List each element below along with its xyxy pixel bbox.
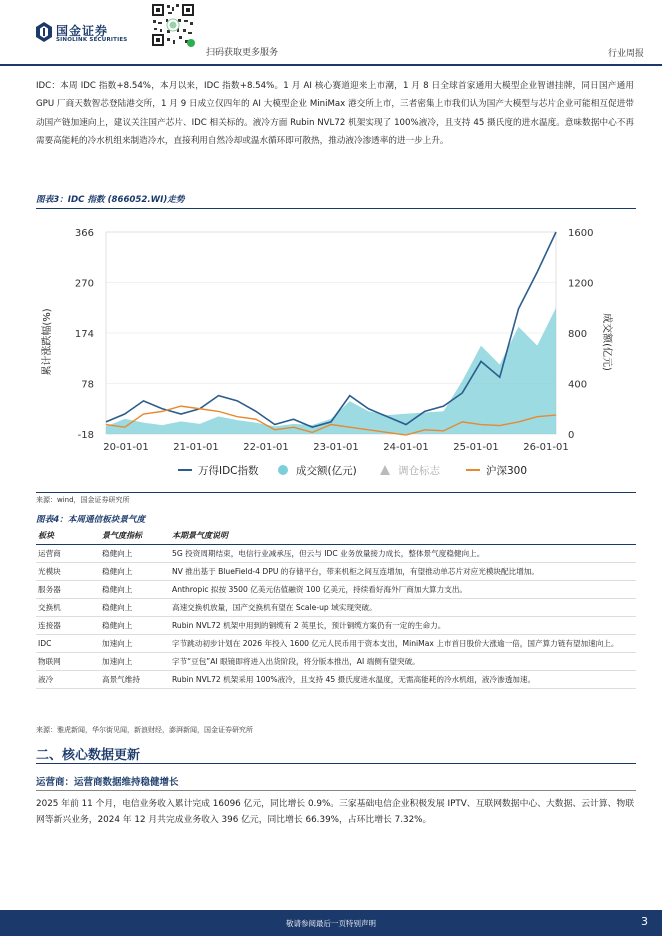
scan-prompt: 扫码获取更多服务 bbox=[206, 48, 279, 58]
y-tick-label: -18 bbox=[77, 430, 94, 441]
cell-level: 加速向上 bbox=[100, 652, 170, 670]
figure3-rule bbox=[36, 208, 636, 209]
idc-index-chart bbox=[36, 222, 636, 492]
volume-area bbox=[106, 308, 556, 434]
y2-tick-label: 0 bbox=[568, 430, 575, 441]
page-header bbox=[0, 0, 662, 70]
legend-label: 万得IDC指数 bbox=[198, 465, 259, 477]
cell-desc: 高速交换机放量，国产交换机有望在 Scale-up 域实现突破。 bbox=[170, 598, 636, 616]
cell-desc: Rubin NVL72 机架中用到的铜缆有 2 英里长，预计铜缆方案仍有一定的生命力。 bbox=[170, 616, 636, 634]
col-header-sector: 板块 bbox=[36, 527, 100, 544]
table-row bbox=[36, 580, 636, 598]
legend-label: 沪深300 bbox=[486, 465, 528, 477]
operator-paragraph: 2025 年前 11 个月，电信业务收入累计完成 16096 亿元，同比增长 0.9%。三家基础电信企业积极发展 IPTV、互联网数据中心、大数据、云计算、物联网等新兴业务，2024 年 12 月共完成业务收入 396 亿元，同比增长 66.39%，占环比增长 7.32%。 bbox=[36, 799, 634, 825]
table-row bbox=[36, 670, 636, 688]
cell-sector: 物联网 bbox=[36, 652, 100, 670]
y-tick-label: 366 bbox=[74, 228, 94, 239]
cell-sector: 连接器 bbox=[36, 616, 100, 634]
page-footer bbox=[0, 910, 662, 936]
x-tick-label: 22-01-01 bbox=[243, 442, 289, 453]
cell-sector: 运营商 bbox=[36, 544, 100, 562]
logo-name-cn: 国金证券 bbox=[56, 24, 109, 38]
chart-legend bbox=[178, 464, 527, 477]
y2-tick-label: 400 bbox=[568, 379, 588, 391]
idc-paragraph: IDC：本周 IDC 指数+8.54%，本月以来，IDC 指数+8.54%。1 月 AI 核心赛道迎来上市潮，1 月 8 日全球首家通用大模型企业智谱挂牌，同日国产通用 GPU 厂商天数智芯登陆港交所，1 月 9 日成立仅四年的 AI 大模型企业 MiniMax 港交所上市，三者密集上市我们认为国产大模型与芯片企业可能相互促进带动国产链加速向上，建议关注国产芯片、IDC 相关标的。液冷方面 Rubin NVL72 机架实现了 100%液冷，且支持 45 摄氏度的进水温度。意味数据中心不再需要高能耗的冷水机组来制造冷水，直接利用自然冷却或温水循环即可散热，推动液冷渗透率的进一步上升。 bbox=[36, 81, 634, 147]
col-header-desc: 本期景气度说明 bbox=[170, 527, 636, 544]
cell-level: 稳健向上 bbox=[100, 598, 170, 616]
subsection-rule bbox=[36, 790, 636, 791]
cell-desc: 字节跳动初步计划在 2026 年投入 1600 亿元人民币用于资本支出，MiniMax 上市首日股价大涨逾一倍，国产算力链有望加速向上。 bbox=[170, 634, 636, 652]
cell-sector: 交换机 bbox=[36, 598, 100, 616]
legend-label: 成交额(亿元) bbox=[296, 465, 357, 477]
sinolink-logo-icon bbox=[36, 22, 52, 42]
disclaimer-note: 敬请参阅最后一页特别声明 bbox=[286, 919, 376, 928]
table-row bbox=[36, 616, 636, 634]
report-type: 行业周报 bbox=[607, 49, 644, 59]
cell-desc: NV 推出基于 BlueField-4 DPU 的存储平台，带来机柜之间互连增加，有望推动单芯片对应光模块配比增加。 bbox=[170, 562, 636, 580]
figure3-bottom-rule bbox=[36, 492, 636, 493]
sector-sentiment-table bbox=[36, 527, 636, 689]
figure3-title: 图表3：IDC 指数 (866052.WI)走势 bbox=[36, 195, 185, 205]
y2-tick-label: 1200 bbox=[568, 278, 594, 290]
legend-area-icon bbox=[278, 465, 288, 475]
x-tick-label: 20-01-01 bbox=[103, 442, 149, 453]
cell-sector: 液冷 bbox=[36, 670, 100, 688]
y-tick-label: 78 bbox=[81, 379, 94, 391]
cell-desc: 字节“豆包”AI 眼镜即将进入出货阶段，将分版本推出，AI 端侧有望突破。 bbox=[170, 652, 636, 670]
table4-title: 图表4：本周通信板块景气度 bbox=[36, 515, 146, 525]
cell-desc: Anthropic 拟按 3500 亿美元估值融资 100 亿美元，持续看好海外厂商加大算力支出。 bbox=[170, 580, 636, 598]
x-tick-label: 21-01-01 bbox=[173, 442, 219, 453]
cell-level: 稳健向上 bbox=[100, 562, 170, 580]
y2-axis-label: 成交额(亿元) bbox=[601, 313, 612, 371]
y-tick-label: 270 bbox=[74, 278, 94, 290]
cell-level: 稳健向上 bbox=[100, 616, 170, 634]
section-title: 二、核心数据更新 bbox=[36, 748, 141, 763]
section-rule bbox=[36, 763, 636, 764]
legend-label: 调仓标志 bbox=[398, 465, 440, 477]
page-number: 3 bbox=[641, 915, 648, 928]
col-header-level: 景气度指标 bbox=[100, 527, 170, 544]
cell-level: 高景气维持 bbox=[100, 670, 170, 688]
x-tick-label: 23-01-01 bbox=[313, 442, 359, 453]
subsection-title: 运营商：运营商数据维持稳健增长 bbox=[36, 777, 179, 788]
y-axis-label: 累计涨跌幅(%) bbox=[42, 308, 53, 376]
legend-rebalance-icon bbox=[380, 465, 390, 475]
table4-source: 来源：雅虎新闻，华尔街见闻，新浪财经，澎湃新闻，国金证券研究所 bbox=[36, 726, 253, 734]
table-row bbox=[36, 598, 636, 616]
y-tick-label: 174 bbox=[74, 329, 94, 340]
table-row bbox=[36, 544, 636, 562]
qr-code-icon[interactable] bbox=[150, 2, 196, 48]
cell-desc: Rubin NVL72 机架采用 100%液冷，且支持 45 摄氏度进水温度，无需高能耗的冷水机组，液冷渗透加速。 bbox=[170, 670, 636, 688]
cell-sector: 光模块 bbox=[36, 562, 100, 580]
cell-level: 稳健向上 bbox=[100, 544, 170, 562]
x-tick-label: 26-01-01 bbox=[523, 442, 569, 453]
cell-level: 稳健向上 bbox=[100, 580, 170, 598]
x-tick-label: 24-01-01 bbox=[383, 442, 429, 453]
y2-tick-label: 1600 bbox=[568, 228, 594, 239]
x-tick-label: 25-01-01 bbox=[453, 442, 499, 453]
figure3-source: 来源：wind，国金证券研究所 bbox=[36, 496, 130, 504]
table-row bbox=[36, 652, 636, 670]
logo-name-en: SINOLINK SECURITIES bbox=[56, 37, 128, 43]
cell-sector: 服务器 bbox=[36, 580, 100, 598]
cell-desc: 5G 投资周期结束，电信行业减承压，但云与 IDC 业务放量接力成长，整体景气度稳健向上。 bbox=[170, 544, 636, 562]
table-row bbox=[36, 562, 636, 580]
cell-level: 加速向上 bbox=[100, 634, 170, 652]
y2-tick-label: 800 bbox=[568, 329, 588, 340]
cell-sector: IDC bbox=[36, 634, 100, 652]
table-row bbox=[36, 634, 636, 652]
header-divider bbox=[0, 64, 662, 66]
